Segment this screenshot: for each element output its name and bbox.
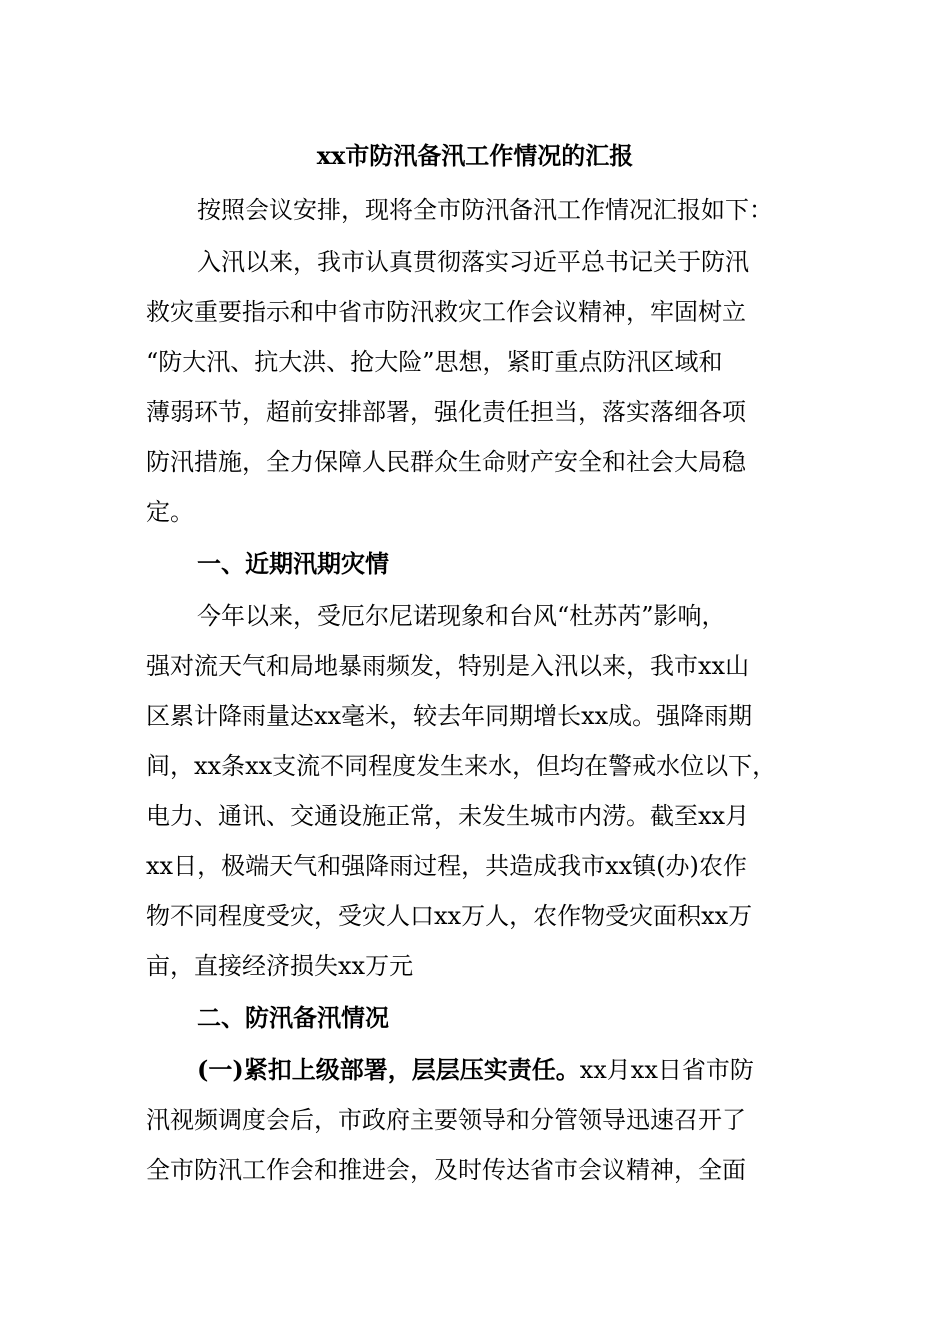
paragraph-line: 电力、通讯、交通设施正常，未发生城市内涝。截至xx月 [146, 802, 750, 830]
paragraph-line: 亩，直接经济损失xx万元 [146, 952, 414, 980]
paragraph-line: 汛视频调度会后，市政府主要领导和分管领导迅速召开了 [146, 1106, 746, 1134]
paragraph-line: “防大汛、抗大洪、抢大险”思想，紧盯重点防汛区域和 [146, 348, 723, 376]
paragraph-line: 防汛措施，全力保障人民群众生命财产安全和社会大局稳 [146, 448, 746, 476]
item-text: xx月xx日省市防 [579, 1056, 754, 1084]
section-1-heading: 一、近期汛期灾情 [197, 549, 389, 578]
paragraph-line: 救灾重要指示和中省市防汛救灾工作会议精神，牢固树立 [146, 298, 746, 326]
paragraph-line: 薄弱环节，超前安排部署，强化责任担当，落实落细各项 [146, 398, 746, 426]
paragraph-line: 入汛以来，我市认真贯彻落实习近平总书记关于防汛 [197, 248, 749, 276]
paragraph-line [197, 1054, 754, 1086]
intro-line: 按照会议安排，现将全市防汛备汛工作情况汇报如下： [197, 196, 773, 224]
section-2-heading: 二、防汛备汛情况 [197, 1003, 389, 1032]
item-lead: (一)紧扣上级部署，层层压实责任。 [197, 1055, 580, 1084]
paragraph-line: 物不同程度受灾，受灾人口xx万人，农作物受灾面积xx万 [146, 902, 753, 930]
paragraph-line: 区累计降雨量达xx毫米，较去年同期增长xx成。强降雨期 [146, 702, 753, 730]
paragraph-line: 今年以来，受厄尔尼诺现象和台风“杜苏芮”影响， [197, 602, 726, 630]
paragraph-line: xx日，极端天气和强降雨过程，共造成我市xx镇(办)农作 [146, 852, 747, 880]
document-title: xx市防汛备汛工作情况的汇报 [316, 141, 634, 170]
paragraph-line: 定。 [146, 498, 194, 526]
paragraph-line: 强对流天气和局地暴雨频发，特别是入汛以来，我市xx山 [146, 652, 750, 680]
paragraph-line: 间，xx条xx支流不同程度发生来水，但均在警戒水位以下， [146, 752, 777, 780]
paragraph-line: 全市防汛工作会和推进会，及时传达省市会议精神，全面 [146, 1156, 746, 1184]
